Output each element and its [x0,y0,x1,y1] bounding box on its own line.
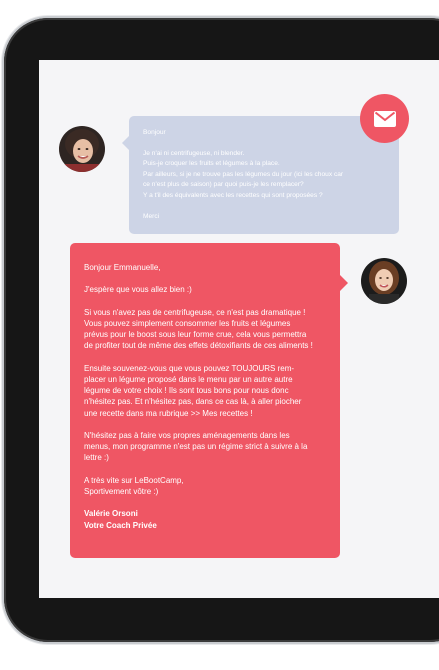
chat-screen [39,60,439,598]
coach-line: menus, mon programme n'est pas un régime strict à suivre à la [84,442,308,452]
coach-line: placer un légume proposé dans le menu par un autre autre [84,374,293,384]
coach-closing-line: A très vite sur LeBootCamp, [84,475,184,485]
coach-line: Vous pouvez simplement consommer les fruits et légumes [84,318,291,328]
user-message-line: Par ailleurs, si je ne trouve pas les légumes du jour (ici les choux car [143,170,344,178]
coach-line: lettre :) [84,453,109,463]
user-message-line: Y a t'il des équivalents avec les recettes qui sont proposées ? [143,191,323,199]
user-message-line: Je n'ai ni centrifugeuse, ni blender. [143,149,245,157]
coach-line: de profiter tout de même des effets détoxifiants de ces aliments ! [84,341,313,351]
coach-line: Si vous n'avez pas de centrifugeuse, ce n'est pas dramatique ! [84,307,306,317]
user-message-line: ce n'est plus de saison) par quoi puis-je les remplacer? [143,181,304,189]
coach-line: n'hésitez pas. Et n'hésitez pas, dans ce cas là, à aller piocher [84,397,302,407]
coach-signature-title: Votre Coach Privée [84,520,157,530]
coach-intro: J'espère que vous allez bien :) [84,285,192,295]
user-message-line: Merci [143,212,160,220]
coach-greeting: Bonjour Emmanuelle, [84,263,161,272]
coach-message-bubble [70,243,340,558]
user-avatar [59,126,105,172]
coach-line: Ensuite souvenez-vous que vous pouvez TOUJOURS rem- [84,363,295,373]
coach-closing-line: Sportivement vôtre :) [84,486,159,496]
envelope-icon [374,111,396,127]
user-message-line: Puis-je croquer les fruits et légumes à la place. [143,160,280,168]
coach-line: une recette dans ma rubrique >> Mes recettes ! [84,408,253,418]
mail-badge [360,94,409,143]
coach-signature-name: Valérie Orsoni [84,509,138,519]
coach-avatar [361,258,407,304]
coach-line: N'hésitez pas à faire vos propres aménagements dans les [84,430,290,440]
user-message-line: Bonjour [143,129,166,136]
user-message-bubble [129,116,399,234]
coach-line: prévus pour le boost sous leur forme crue, cela vous permettra [84,330,307,340]
coach-line: légume de votre choix ! Ils sont tous bons pour nous donc [84,386,289,396]
